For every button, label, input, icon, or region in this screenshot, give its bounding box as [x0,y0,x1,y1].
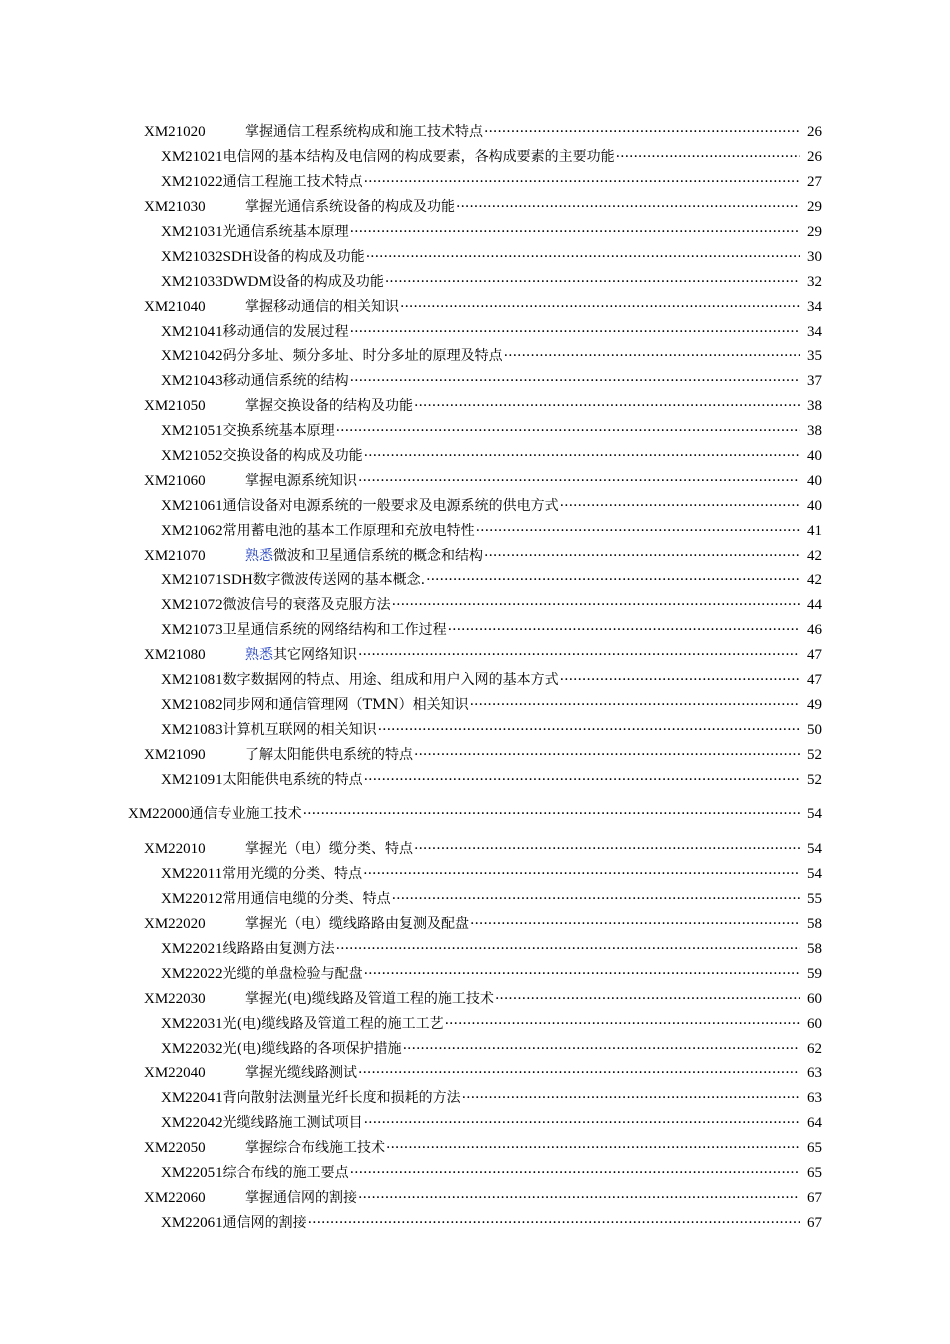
toc-entry-code: XM21050 [144,398,206,415]
toc-entry[interactable] [0,1136,950,1161]
toc-entry-page: 46 [807,622,822,639]
toc-entry-page: 54 [807,841,822,858]
toc-leader-dots [495,991,800,1007]
toc-entry[interactable] [0,120,950,145]
toc-leader-dots [358,1065,800,1081]
toc-entry[interactable] [0,986,950,1011]
toc-leader-dots [364,1115,800,1131]
toc-entry-title: 交换设备的构成及功能 [222,448,363,465]
toc-entry-code: XM22051 [161,1164,223,1181]
toc-entry-page: 34 [807,298,822,315]
toc-entry-title: 通信设备对电源系统的一般要求及电源系统的供电方式 [222,497,559,514]
toc-entry-code: XM21080 [144,647,206,664]
toc-entry-title: 掌握光(电)缆线路及管道工程的施工技术 [245,990,494,1007]
toc-leader-dots [303,806,800,822]
toc-entry-page: 32 [807,273,822,290]
toc-entry-page: 58 [807,940,822,957]
toc-entry-code: XM21033DWDM [161,273,272,290]
toc-entry-code: XM22011 [161,866,223,883]
toc-entry-code: XM22022 [161,965,223,982]
toc-entry-prefix: 熟悉 [245,647,273,664]
toc-entry-page: 65 [807,1164,822,1181]
toc-entry-code: XM21021 [161,149,223,166]
toc-entry-page: 47 [807,672,822,689]
toc-entry-title: 交换系统基本原理 [222,423,335,440]
toc-entry-page: 40 [807,472,822,489]
toc-entry[interactable] [0,319,950,344]
toc-leader-dots [560,672,800,688]
toc-entry-title: 码分多址、频分多址、时分多址的原理及特点 [222,348,503,365]
toc-leader-dots [358,473,800,489]
toc-leader-dots [560,498,800,514]
toc-leader-dots [470,697,800,713]
toc-entry-code: XM21081 [161,672,223,689]
toc-entry-title: 通信工程施工技术特点 [222,174,363,191]
toc-entry[interactable] [0,1036,950,1061]
toc-entry-title: 了解太阳能供电系统的特点 [245,746,413,763]
toc-entry-code: XM21070 [144,547,206,564]
toc-entry-title: 其它网络知识 [273,647,357,664]
toc-leader-dots [484,124,800,140]
toc-leader-dots [336,941,800,957]
toc-entry-code: XM21030 [144,199,206,216]
toc-entry-title: 掌握通信工程系统构成和施工技术特点 [245,124,483,141]
toc-entry-code: XM22031 [161,1015,223,1032]
toc-leader-dots [414,841,800,857]
toc-leader-dots [392,891,800,907]
toc-entry-title: 卫星通信系统的网络结构和工作过程 [222,622,447,639]
toc-entry[interactable] [0,742,950,767]
toc-entry-code: XM22041 [161,1090,223,1107]
toc-entry[interactable] [0,369,950,394]
toc-entry-page: 60 [807,990,822,1007]
toc-entry-code: XM21060 [144,472,206,489]
toc-entry-code: XM22012 [161,891,223,908]
toc-entry[interactable] [0,145,950,170]
toc-entry-code: XM22000 [128,806,190,823]
toc-entry[interactable] [0,643,950,668]
toc-leader-dots [386,1140,800,1156]
toc-leader-dots [364,448,800,464]
toc-entry[interactable] [0,493,950,518]
toc-entry-title: 设备的构成及功能 [271,273,384,290]
toc-entry-title: 通信网的割接 [222,1214,307,1231]
toc-entry-code: XM21043 [161,373,223,390]
toc-entry[interactable] [0,937,950,962]
toc-entry-code: XM22021 [161,940,223,957]
toc-entry-title: 掌握光（电）缆线路路由复测及配盘 [245,916,469,933]
toc-entry[interactable] [0,1210,950,1235]
toc-entry-title: 光通信系统基本原理 [222,224,349,240]
toc-entry[interactable] [0,692,950,717]
toc-leader-dots [504,348,800,364]
toc-entry[interactable] [0,717,950,742]
toc-entry-code: XM21022 [161,174,223,191]
toc-entry[interactable] [0,618,950,643]
toc-entry-title: 太阳能供电系统的特点 [222,771,363,788]
toc-entry-title: 背向散射法测量光纤长度和损耗的方法 [222,1090,461,1107]
toc-entry-code: XM22050 [144,1140,206,1157]
toc-entry-title: 常用通信电缆的分类、特点 [222,891,391,908]
toc-entry[interactable] [0,837,950,862]
toc-entry-code: XM21020 [144,124,206,141]
toc-entry-page: 37 [807,373,822,390]
toc-leader-dots [336,423,800,439]
toc-entry-code: XM21072 [161,597,223,614]
toc-leader-dots [364,174,800,190]
toc-entry-page: 30 [807,248,822,265]
toc-entry-code: XM21052 [161,448,223,465]
toc-leader-dots [364,966,800,982]
toc-entry-title: 计算机互联网的相关知识 [222,721,377,738]
toc-entry-code: XM21091 [161,771,223,788]
toc-entry-code: XM22030 [144,990,206,1007]
toc-entry-page: 67 [807,1189,822,1206]
toc-entry[interactable] [0,294,950,319]
toc-entry-page: 29 [807,224,822,240]
toc-entry-title: 光缆线路施工测试项目 [222,1115,363,1132]
toc-entry-code: XM21032SDH [161,248,253,265]
toc-entry-title: 掌握光通信系统设备的构成及功能 [245,199,455,216]
toc-entry-code: XM21061 [161,497,223,514]
toc-leader-dots [448,622,800,638]
toc-entry[interactable] [0,961,950,986]
toc-entry-title: 综合布线的施工要点 [222,1164,349,1181]
toc-entry-page: 29 [807,199,822,216]
toc-leader-dots [350,324,800,340]
toc-entry-title: 移动通信系统的结构 [222,373,349,390]
toc-entry-code: XM21090 [144,746,206,763]
toc-entry-page: 41 [807,522,822,539]
toc-leader-dots [414,747,800,763]
toc-entry[interactable] [0,912,950,937]
toc-entry[interactable] [0,862,950,887]
toc-entry[interactable] [0,195,950,220]
toc-entry-title: 掌握光（电）缆分类、特点 [245,841,413,858]
toc-leader-dots [364,772,800,788]
toc-entry-code: XM21062 [161,522,223,539]
toc-entry-page: 38 [807,423,822,440]
toc-entry[interactable] [0,444,950,469]
toc-entry-title: 光缆的单盘检验与配盘 [222,965,363,982]
toc-leader-dots [385,274,800,290]
toc-entry-code: XM22060 [144,1189,206,1206]
toc-entry[interactable] [0,344,950,369]
table-of-contents [0,120,950,1235]
toc-entry[interactable] [0,170,950,195]
toc-entry-title: 光(电)缆线路的各项保护措施 [222,1040,402,1057]
toc-entry-code: XM22061 [161,1214,223,1231]
toc-entry-code: XM21073 [161,622,223,639]
toc-entry-code: XM22042 [161,1115,223,1132]
toc-entry-page: 44 [807,597,822,614]
toc-entry-title: 掌握综合布线施工技术 [245,1140,385,1157]
toc-entry-page: 63 [807,1090,822,1107]
toc-leader-dots [616,149,800,165]
toc-entry[interactable] [0,1086,950,1111]
toc-entry-code: XM22040 [144,1065,206,1082]
toc-entry-code: XM21071SDH [161,572,253,589]
toc-entry-page: 62 [807,1040,822,1057]
toc-entry[interactable] [0,220,950,245]
toc-leader-dots [476,523,800,539]
toc-entry-page: 47 [807,647,822,664]
toc-leader-dots [403,1041,800,1057]
toc-leader-dots [462,1090,800,1106]
toc-entry-page: 40 [807,448,822,465]
toc-entry-title: 掌握通信网的割接 [245,1189,357,1206]
toc-entry-title: 微波信号的衰落及克服方法 [222,597,391,614]
toc-entry-page: 52 [807,746,822,763]
toc-leader-dots [366,249,800,265]
toc-leader-dots [350,373,800,389]
toc-entry-page: 26 [807,149,822,166]
toc-entry-title: 掌握电源系统知识 [245,472,357,489]
toc-entry-title: 移动通信的发展过程 [222,323,349,340]
toc-entry-page: 50 [807,721,822,738]
toc-entry[interactable] [0,394,950,419]
toc-entry-title: 数字微波传送网的基本概念. [252,572,426,589]
toc-leader-dots [392,597,800,613]
toc-leader-dots [350,1165,800,1181]
toc-entry-title: 微波和卫星通信系统的概念和结构 [273,547,483,564]
toc-entry-code: XM21031 [161,224,223,240]
toc-leader-dots [484,548,800,564]
toc-entry-page: 60 [807,1015,822,1032]
toc-entry-title: 常用光缆的分类、特点 [222,866,363,883]
toc-entry-title: 同步网和通信管理网（TMN）相关知识 [222,696,469,713]
toc-entry-page: 54 [807,806,822,823]
toc-entry-code: XM22010 [144,841,206,858]
toc-leader-dots [308,1215,800,1231]
toc-entry-title: 数字数据网的特点、用途、组成和用户入网的基本方式 [222,672,559,689]
toc-leader-dots [358,1190,800,1206]
toc-entry-code: XM21082 [161,696,223,713]
toc-entry-title: 设备的构成及功能 [252,248,365,265]
toc-entry-page: 27 [807,174,822,191]
toc-entry-code: XM21040 [144,298,206,315]
toc-entry-page: 40 [807,497,822,514]
toc-entry[interactable] [0,668,950,693]
toc-entry-title: 通信专业施工技术 [189,806,302,823]
toc-entry-page: 35 [807,348,822,365]
toc-entry[interactable] [0,269,950,294]
toc-entry-page: 63 [807,1065,822,1082]
toc-entry-title: 掌握光缆线路测试 [245,1065,357,1082]
toc-leader-dots [426,572,800,588]
toc-entry[interactable] [0,568,950,593]
toc-entry-title: 光(电)缆线路及管道工程的施工工艺 [222,1015,444,1032]
toc-entry[interactable] [0,543,950,568]
toc-entry[interactable] [0,1011,950,1036]
toc-leader-dots [445,1016,800,1032]
toc-entry-page: 67 [807,1214,822,1231]
toc-entry-page: 34 [807,323,822,340]
toc-entry-code: XM21051 [161,423,223,440]
toc-entry-page: 54 [807,866,822,883]
toc-entry[interactable] [0,518,950,543]
toc-entry[interactable] [0,1061,950,1086]
toc-entry-code: XM21042 [161,348,223,365]
toc-entry-page: 42 [807,572,822,589]
toc-entry-code: XM22020 [144,916,206,933]
toc-entry-code: XM22032 [161,1040,223,1057]
toc-entry-page: 59 [807,965,822,982]
toc-entry-prefix: 熟悉 [245,547,273,564]
toc-entry-title: 常用蓄电池的基本工作原理和充放电特性 [222,522,475,539]
toc-entry-page: 38 [807,398,822,415]
toc-entry[interactable] [0,593,950,618]
toc-entry-page: 26 [807,124,822,141]
toc-entry[interactable] [0,468,950,493]
toc-entry[interactable] [0,419,950,444]
toc-leader-dots [350,224,800,240]
toc-entry[interactable] [0,887,950,912]
toc-entry[interactable] [0,1185,950,1210]
toc-entry-page: 49 [807,696,822,713]
toc-entry-page: 65 [807,1140,822,1157]
toc-entry-title: 掌握交换设备的结构及功能 [245,398,413,415]
toc-entry[interactable] [0,767,950,792]
toc-entry-page: 55 [807,891,822,908]
toc-entry[interactable] [0,1161,950,1186]
toc-leader-dots [456,199,800,215]
toc-leader-dots [400,299,800,315]
toc-leader-dots [414,398,800,414]
toc-entry-title: 掌握移动通信的相关知识 [245,298,399,315]
toc-entry-page: 58 [807,916,822,933]
toc-entry-page: 52 [807,771,822,788]
toc-entry[interactable] [0,1111,950,1136]
toc-entry-code: XM21041 [161,323,223,340]
toc-entry[interactable] [0,244,950,269]
toc-leader-dots [363,866,800,882]
toc-leader-dots [358,647,800,663]
toc-entry[interactable] [0,802,950,827]
toc-leader-dots [470,916,800,932]
toc-entry-page: 42 [807,547,822,564]
toc-entry-page: 64 [807,1115,822,1132]
toc-entry-title: 线路路由复测方法 [222,940,335,957]
toc-entry-code: XM21083 [161,721,223,738]
toc-entry-title: 电信网的基本结构及电信网的构成要素，各构成要素的主要功能 [222,149,615,166]
toc-leader-dots [378,722,800,738]
